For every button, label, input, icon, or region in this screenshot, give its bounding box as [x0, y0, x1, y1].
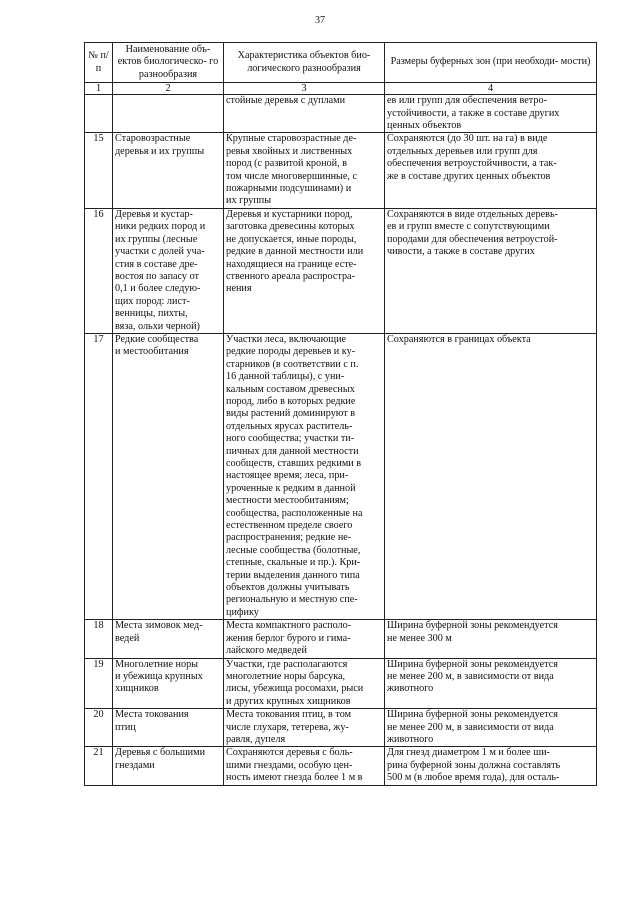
header-characteristic: Характеристика объектов био- логического разнообразия — [224, 43, 385, 83]
header-object-name: Наименование объ- ектов биологическо- го разнообразия — [113, 43, 224, 83]
object-characteristic: Крупные старовозрастные де- ревья хвойных и лиственных пород (с развитой кроной, в том числе многовершинные, с пожарными подсушинами) и их группы — [224, 133, 385, 208]
object-characteristic: Места токования птиц, в том числе глухаря, тетерева, жу- равля, дупеля — [224, 709, 385, 747]
object-name: Деревья с большими гнездами — [113, 747, 224, 785]
buffer-zone: ев или групп для обеспечения ветро- устойчивости, а также в составе других ценных объектов — [385, 95, 597, 133]
table-row — [85, 133, 597, 208]
object-characteristic: Деревья и кустарники пород, заготовка древесины которых не допускается, иные породы, редкие в данной местности или находящиеся на границе есте- ственного ареала распростра- нения — [224, 208, 385, 333]
table-row — [85, 208, 597, 333]
header-number: № п/п — [85, 43, 113, 83]
buffer-zone: Для гнезд диаметром 1 м и более ши- рина буферной зоны должна составлять 500 м (в любое время года), для осталь- — [385, 747, 597, 785]
object-name: Редкие сообщества и местообитания — [113, 333, 224, 619]
column-number-row — [85, 83, 597, 95]
header-buffer-zone: Размеры буферных зон (при необходи- мости) — [385, 43, 597, 83]
buffer-zone: Сохраняются (до 30 шт. на га) в виде отдельных деревьев или групп для обеспечения ветроустойчивости, а так- же в составе других ценных объектов — [385, 133, 597, 208]
row-number: 18 — [85, 620, 113, 658]
table-row — [85, 95, 597, 133]
column-number: 2 — [113, 83, 224, 95]
object-characteristic: Места компактного располо- жения берлог бурого и гима- лайского медведей — [224, 620, 385, 658]
table-header-row — [85, 43, 597, 83]
object-name: Места зимовок мед- ведей — [113, 620, 224, 658]
row-number: 19 — [85, 658, 113, 709]
table-row — [85, 333, 597, 619]
row-number: 21 — [85, 747, 113, 785]
buffer-zone: Ширина буферной зоны рекомендуется не менее 300 м — [385, 620, 597, 658]
row-number: 16 — [85, 208, 113, 333]
page-number: 37 — [315, 15, 325, 26]
column-number: 4 — [385, 83, 597, 95]
table-row — [85, 658, 597, 709]
object-name: Деревья и кустар- ники редких пород и их группы (лесные участки с долей уча- стия в составе дре- востоя по запасу от 0,1 и более следую- щих пород: лист- венницы, пихты, вяза, ольхи черной) — [113, 208, 224, 333]
object-characteristic: стойные деревья с дуплами — [224, 95, 385, 133]
row-number — [85, 95, 113, 133]
buffer-zone: Сохраняются в виде отдельных деревь- ев и групп вместе с сопутствующими породами для обеспечения ветроустой- чивости, а также в составе других — [385, 208, 597, 333]
row-number: 20 — [85, 709, 113, 747]
column-number: 3 — [224, 83, 385, 95]
row-number: 15 — [85, 133, 113, 208]
object-name — [113, 95, 224, 133]
buffer-zone: Ширина буферной зоны рекомендуется не менее 200 м, в зависимости от вида животного — [385, 709, 597, 747]
object-name: Места токования птиц — [113, 709, 224, 747]
buffer-zone: Ширина буферной зоны рекомендуется не менее 200 м, в зависимости от вида животного — [385, 658, 597, 709]
object-characteristic: Участки, где располагаются многолетние норы барсука, лисы, убежища росомахи, рыси и других крупных хищников — [224, 658, 385, 709]
buffer-zone: Сохраняются в границах объекта — [385, 333, 597, 619]
object-characteristic: Участки леса, включающие редкие породы деревьев и ку- старников (в соответствии с п. 16 данной таблицы), с уни- кальным составом древесных пород, либо в которых редкие виды растений доминируют в отдельных ярусах раститель- ного сообщества; участки ти- пичных для данной местности сообществ, ставших редкими в настоящее время; леса, при- уроченные к редким в данной местности местообитаниям; сообщества, расположенные на естественном пределе своего распространения; редкие не- лесные сообщества (болотные, степные, скальные и пр.). Кри- терии выделения данного типа объектов должны учитывать региональную и местную спе- цифику — [224, 333, 385, 619]
object-characteristic: Сохраняются деревья с боль- шими гнездами, особую цен- ность имеют гнезда более 1 м в — [224, 747, 385, 785]
column-number: 1 — [85, 83, 113, 95]
table-row — [85, 747, 597, 785]
object-name: Старовозрастные деревья и их группы — [113, 133, 224, 208]
row-number: 17 — [85, 333, 113, 619]
table-row — [85, 620, 597, 658]
biodiversity-table — [84, 42, 597, 786]
object-name: Многолетние норы и убежища крупных хищников — [113, 658, 224, 709]
table-row — [85, 709, 597, 747]
